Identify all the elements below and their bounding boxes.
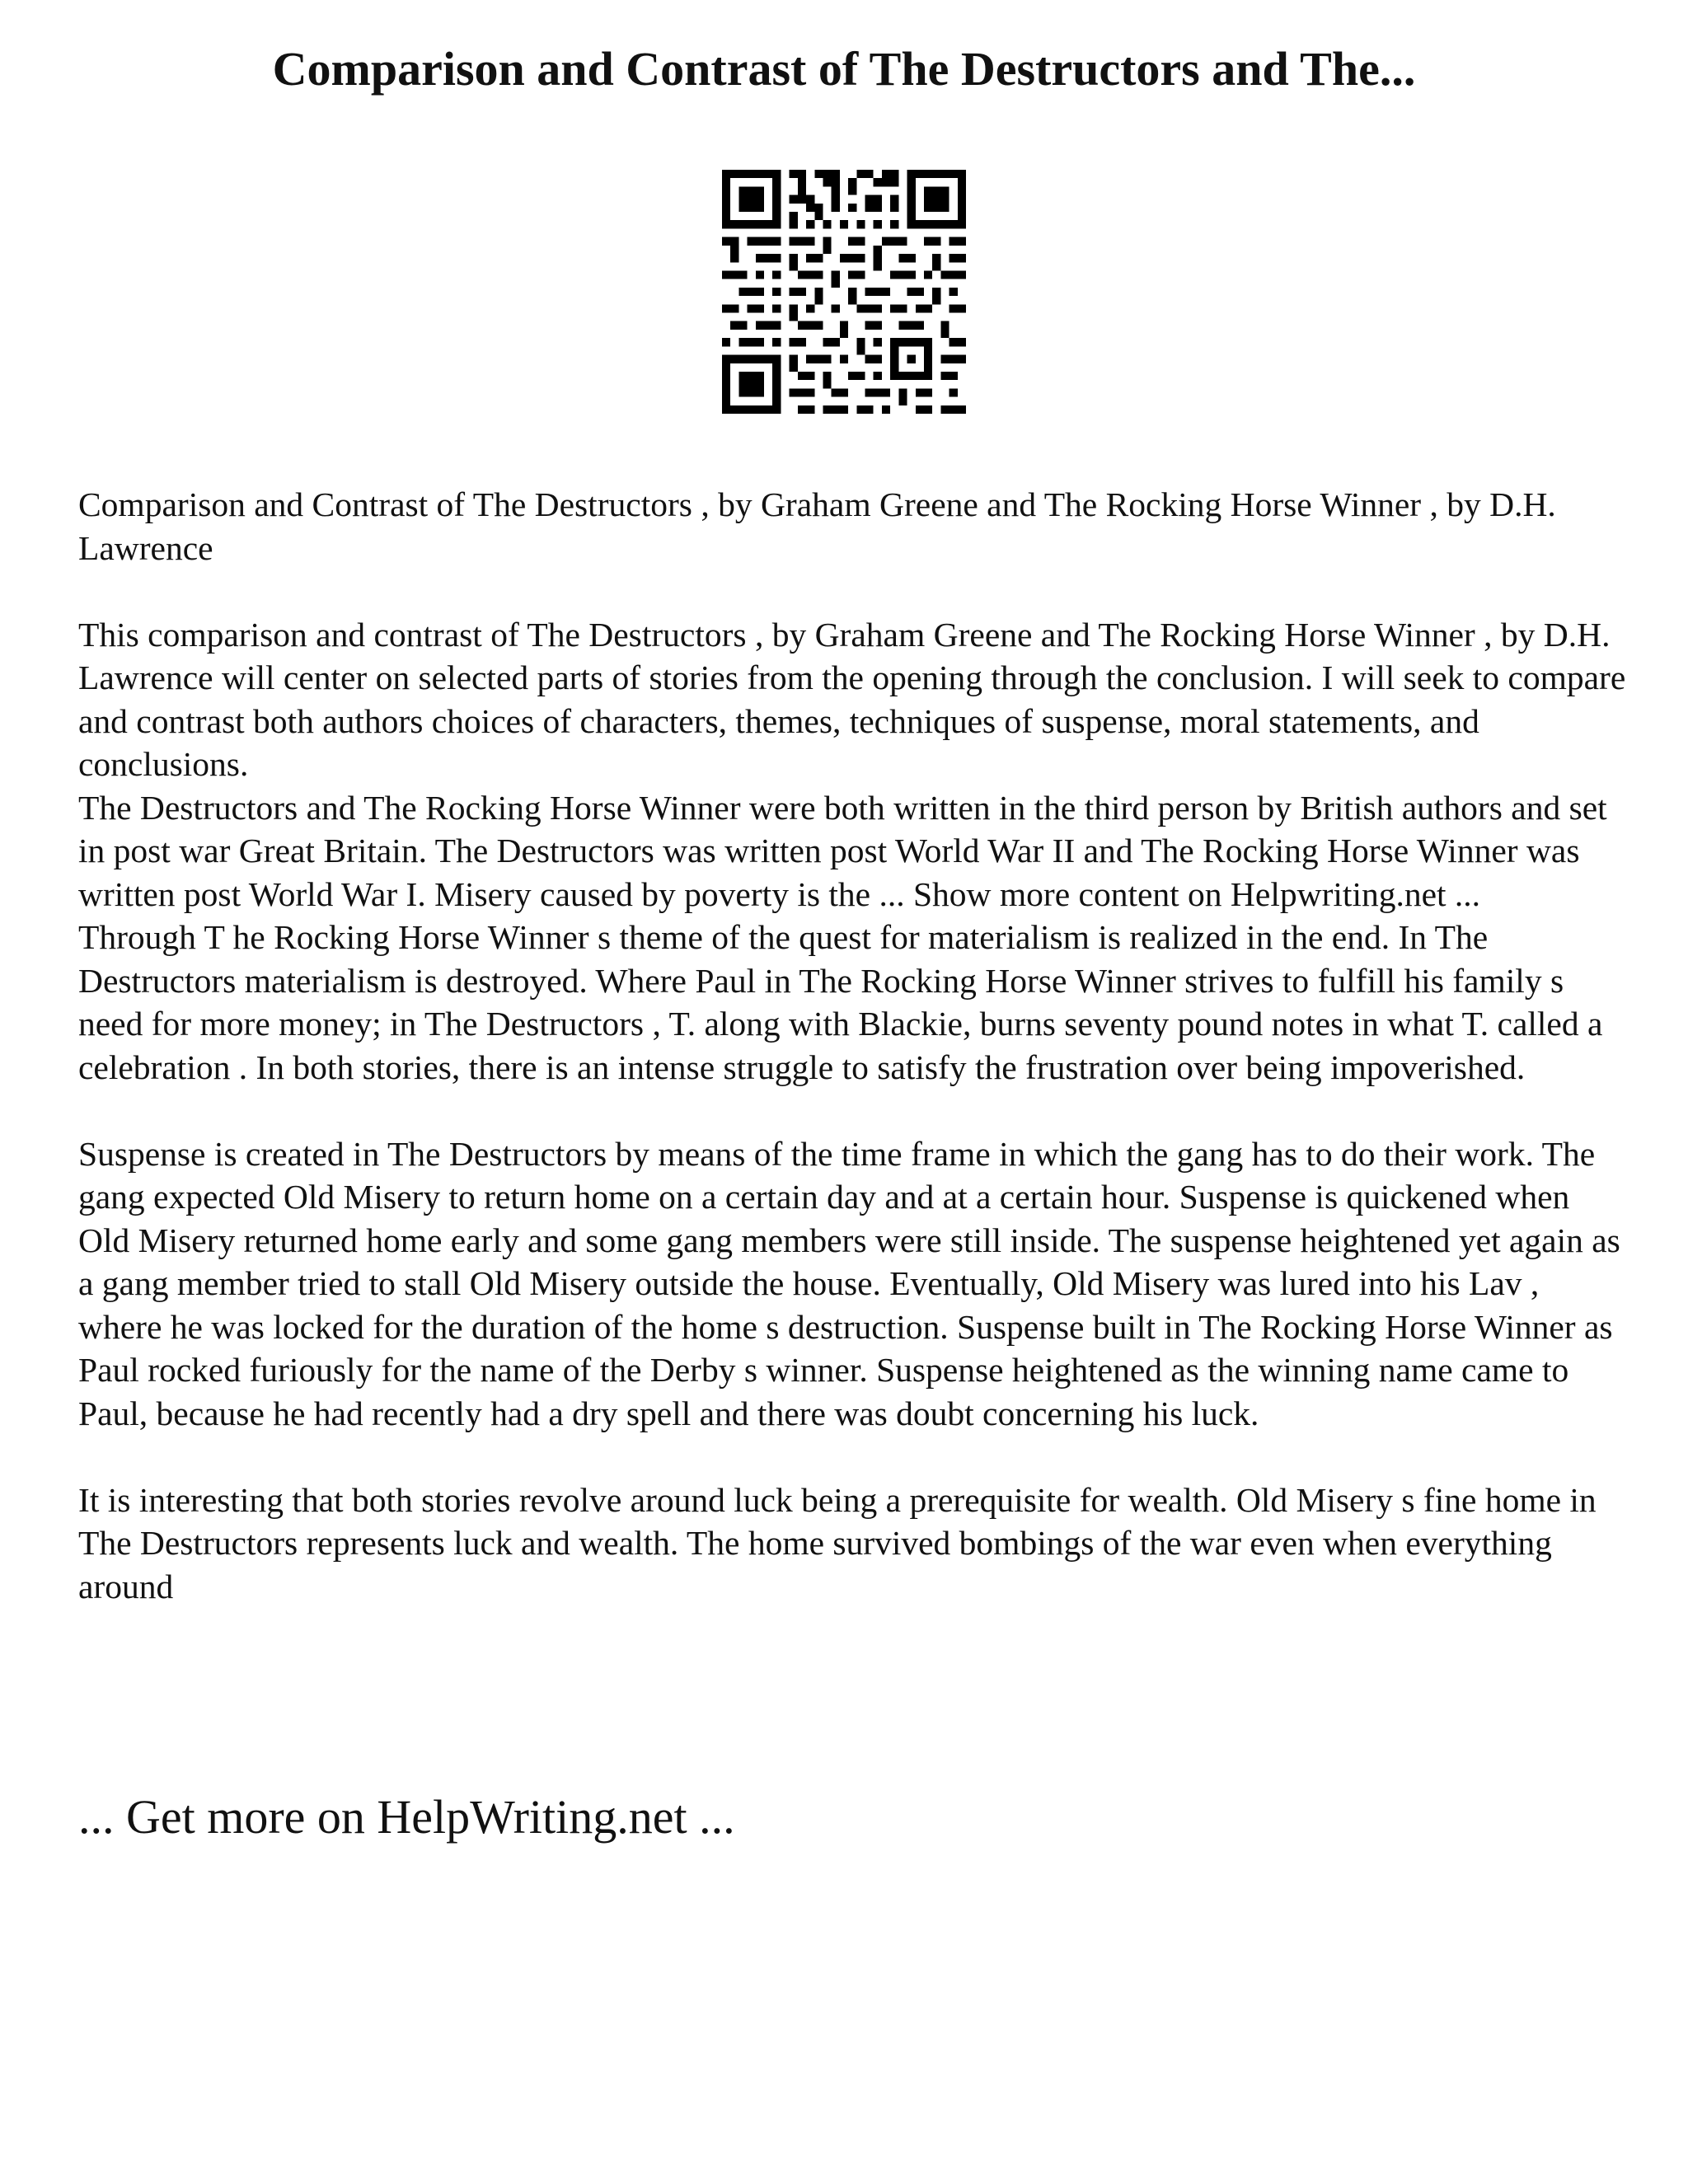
paragraph-heading: Comparison and Contrast of The Destructors , by Graham Greene and The Rocking Horse Winner , by D.H. Lawrence <box>78 485 1556 567</box>
qr-code-icon <box>722 170 966 414</box>
paragraph-suspense: Suspense is created in The Destructors by means of the time frame in which the gang has to do their work. The gang expected Old Misery to return home on a certain day and at a certain hour. Suspense is quickened when Old Misery returned home early and some gang members were still inside. The suspense heightened yet again as a gang member tried to stall Old Misery outside the house. Eventually, Old Misery was lured into his Lav , where he was locked for the duration of the home s destruction. Suspense built in The Rocking Horse Winner as Paul rocked furiously for the name of the Derby s winner. Suspense heightened as the winning name came to Paul, because he had recently had a dry spell and there was doubt concerning his luck. <box>78 1134 1620 1432</box>
paragraph-luck: It is interesting that both stories revolve around luck being a prerequisite for wealth. Old Misery s fine home in The Destructors represents luck and wealth. The home survived bombings of the war even when everything around <box>78 1480 1597 1605</box>
document-title: Comparison and Contrast of The Destructors and The... <box>272 42 1416 96</box>
paragraph-intro: This comparison and contrast of The Destructors , by Graham Greene and The Rocking Horse Winner , by D.H. Lawrence will center on selected parts of stories from the opening through the conclusion. I will seek to compare and contrast both authors choices of characters, themes, techniques of suspense, moral statements, and conclusions. <box>78 615 1626 783</box>
document-body <box>78 483 1628 1608</box>
paragraph-theme: Through T he Rocking Horse Winner s theme of the quest for materialism is realized in the end. In The Destructors materialism is destroyed. Where Paul in The Rocking Horse Winner strives to fulfill his family s need for more money; in The Destructors , T. along with Blackie, burns seventy pound notes in what T. called a celebration . In both stories, there is an intense struggle to satisfy the frustration over being impoverished. <box>78 918 1603 1086</box>
get-more-link[interactable]: ... Get more on HelpWriting.net ... <box>78 1790 735 1844</box>
paragraph-setting: The Destructors and The Rocking Horse Winner were both written in the third person by British authors and set in post war Great Britain. The Destructors was written post World War II and The Rocking Horse Winner was written post World War I. Misery caused by poverty is the ... Show more content on Helpwriting.net ... <box>78 788 1607 913</box>
